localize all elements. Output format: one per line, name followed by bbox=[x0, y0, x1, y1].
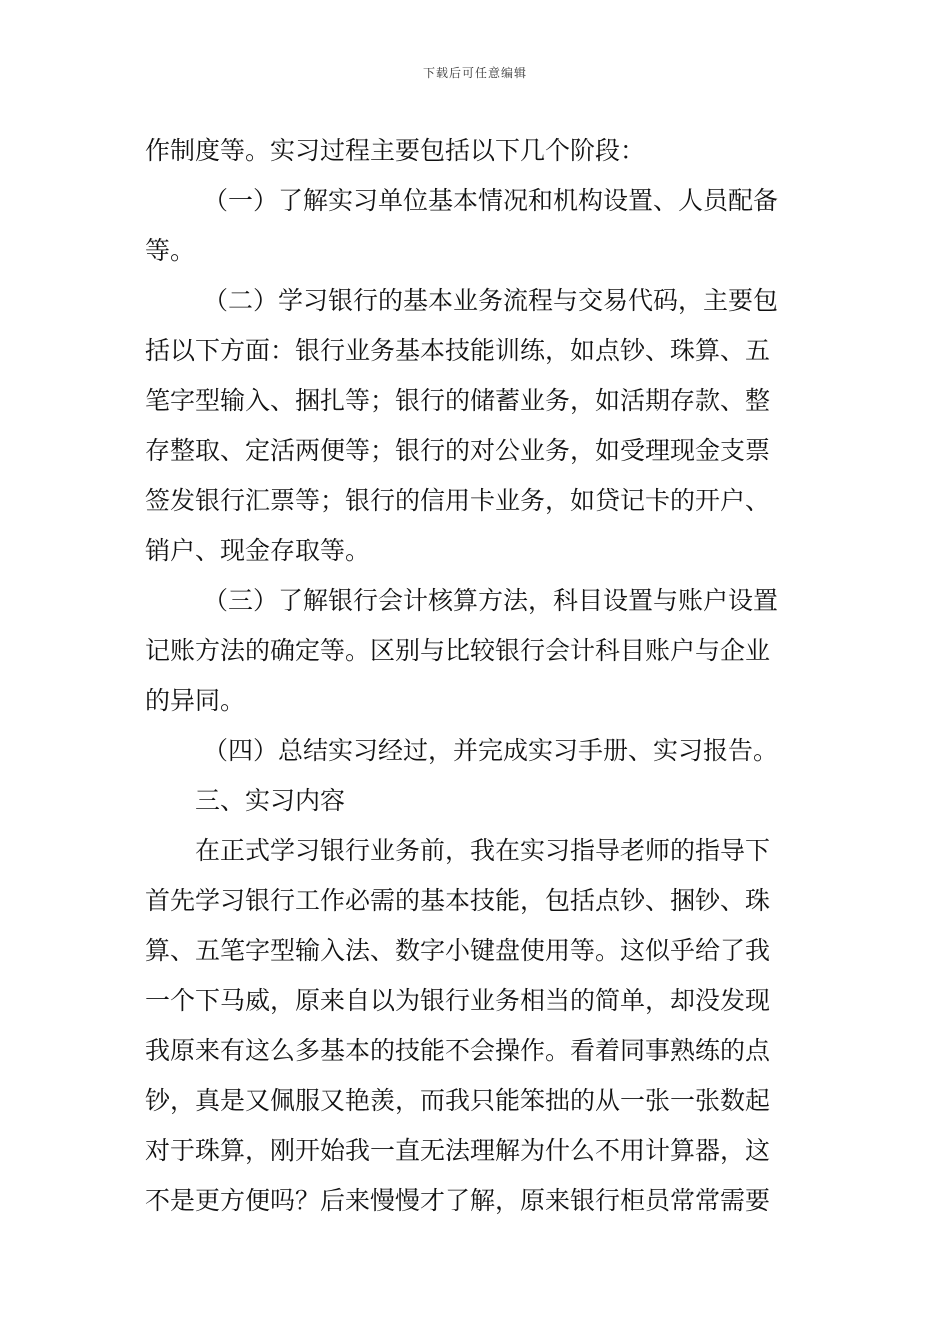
text-line: 的异同。 bbox=[145, 686, 246, 715]
list-item-4: （四）总结实习经过，并完成实习手册、实习报告。 bbox=[203, 736, 779, 765]
text-line: 一个下马威，原来自以为银行业务相当的简单，却没发现 bbox=[145, 986, 771, 1015]
text-line: 记账方法的确定等。区别与比较银行会计科目账户与企业 bbox=[145, 636, 771, 665]
list-item-1: （一）了解实习单位基本情况和机构设置、人员配备 bbox=[203, 186, 779, 215]
text-line: 作制度等。实习过程主要包括以下几个阶段： bbox=[145, 136, 646, 165]
text-line: 我原来有这么多基本的技能不会操作。看着同事熟练的点 bbox=[145, 1036, 771, 1065]
paragraph-start: 在正式学习银行业务前，我在实习指导老师的指导下 bbox=[195, 836, 771, 865]
text-line: 不是更方便吗？后来慢慢才了解，原来银行柜员常常需要 bbox=[145, 1186, 771, 1215]
document-body bbox=[145, 126, 810, 1226]
text-line: 笔字型输入、捆扎等；银行的储蓄业务，如活期存款、整 bbox=[145, 386, 771, 415]
text-line: 钞，真是又佩服又艳羡，而我只能笨拙的从一张一张数起 bbox=[145, 1086, 771, 1115]
text-line: 存整取、定活两便等；银行的对公业务，如受理现金支票 bbox=[145, 436, 771, 465]
text-line: 签发银行汇票等；银行的信用卡业务，如贷记卡的开户、 bbox=[145, 486, 771, 515]
list-item-3: （三）了解银行会计核算方法，科目设置与账户设置 bbox=[203, 586, 779, 615]
text-line: 销户、现金存取等。 bbox=[145, 536, 371, 565]
section-heading: 三、实习内容 bbox=[195, 786, 346, 815]
text-line: 括以下方面：银行业务基本技能训练，如点钞、珠算、五 bbox=[145, 336, 771, 365]
text-line: 对于珠算，刚开始我一直无法理解为什么不用计算器，这 bbox=[145, 1136, 771, 1165]
page-header: 下载后可任意编辑 bbox=[422, 66, 527, 80]
list-item-2: （二）学习银行的基本业务流程与交易代码，主要包 bbox=[203, 286, 779, 315]
text-line: 等。 bbox=[145, 236, 196, 265]
text-line: 算、五笔字型输入法、数字小键盘使用等。这似乎给了我 bbox=[145, 936, 771, 965]
text-line: 首先学习银行工作必需的基本技能，包括点钞、捆钞、珠 bbox=[145, 886, 771, 915]
